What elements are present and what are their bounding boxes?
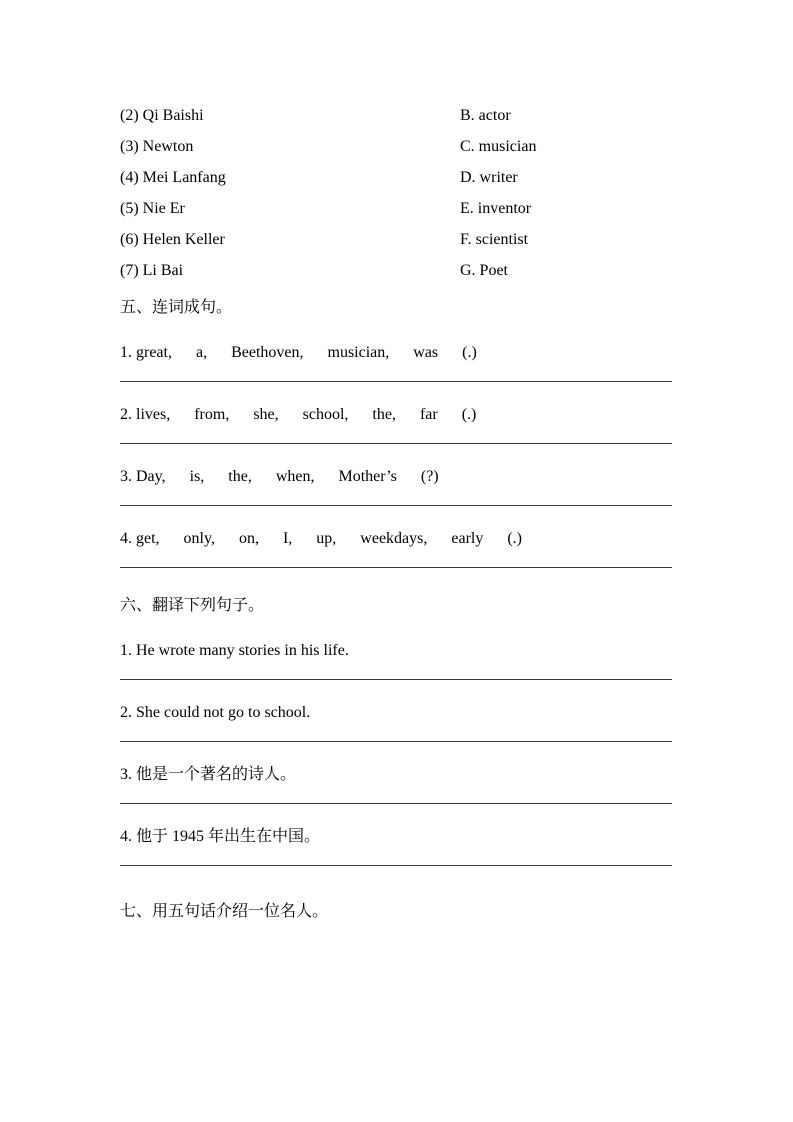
question-text: 4. 他于 1945 年出生在中国。 <box>120 828 321 845</box>
answer-line <box>120 488 672 506</box>
matching-left-item: (2) Qi Baishi <box>120 107 204 124</box>
matching-row <box>120 100 672 131</box>
answer-line <box>120 550 672 568</box>
matching-left-item: (3) Newton <box>120 138 194 155</box>
matching-left-item: (4) Mei Lanfang <box>120 169 226 186</box>
question-text: 1. great, a, Beethoven, musician, was (.) <box>120 344 477 361</box>
question-text: 4. get, only, on, I, up, weekdays, early (.) <box>120 530 522 547</box>
matching-right-item: C. musician <box>460 138 537 155</box>
matching-right-item: G. Poet <box>460 262 508 279</box>
question-block <box>120 528 672 568</box>
matching-right-item: D. writer <box>460 169 518 186</box>
matching-row <box>120 131 672 162</box>
question-text: 1. He wrote many stories in his life. <box>120 642 349 659</box>
matching-row <box>120 193 672 224</box>
section-six-title: 六、翻译下列句子。 <box>120 597 265 614</box>
matching-exercise <box>120 100 672 286</box>
question-block <box>120 342 672 382</box>
answer-line <box>120 364 672 382</box>
question-text: 2. lives, from, she, school, the, far (.) <box>120 406 477 423</box>
question-block <box>120 640 672 680</box>
section-seven <box>120 900 672 924</box>
section-five-title: 五、连词成句。 <box>120 299 233 316</box>
matching-row <box>120 224 672 255</box>
answer-line <box>120 426 672 444</box>
question-text: 2. She could not go to school. <box>120 704 311 721</box>
question-text: 3. 他是一个著名的诗人。 <box>120 766 297 783</box>
question-block <box>120 826 672 866</box>
matching-right-item: F. scientist <box>460 231 529 248</box>
question-block <box>120 764 672 804</box>
matching-left-item: (6) Helen Keller <box>120 231 225 248</box>
matching-right-item: B. actor <box>460 107 511 124</box>
answer-line <box>120 786 672 804</box>
answer-line <box>120 662 672 680</box>
matching-right-item: E. inventor <box>460 200 532 217</box>
answer-line <box>120 848 672 866</box>
question-block <box>120 404 672 444</box>
matching-left-item: (7) Li Bai <box>120 262 184 279</box>
section-seven-title: 七、用五句话介绍一位名人。 <box>120 903 329 920</box>
question-text: 3. Day, is, the, when, Mother’s (?) <box>120 468 439 485</box>
matching-row <box>120 162 672 193</box>
answer-line <box>120 724 672 742</box>
question-block <box>120 466 672 506</box>
matching-row <box>120 255 672 286</box>
section-five <box>120 296 672 568</box>
matching-left-item: (5) Nie Er <box>120 200 185 217</box>
section-six <box>120 594 672 866</box>
question-block <box>120 702 672 742</box>
